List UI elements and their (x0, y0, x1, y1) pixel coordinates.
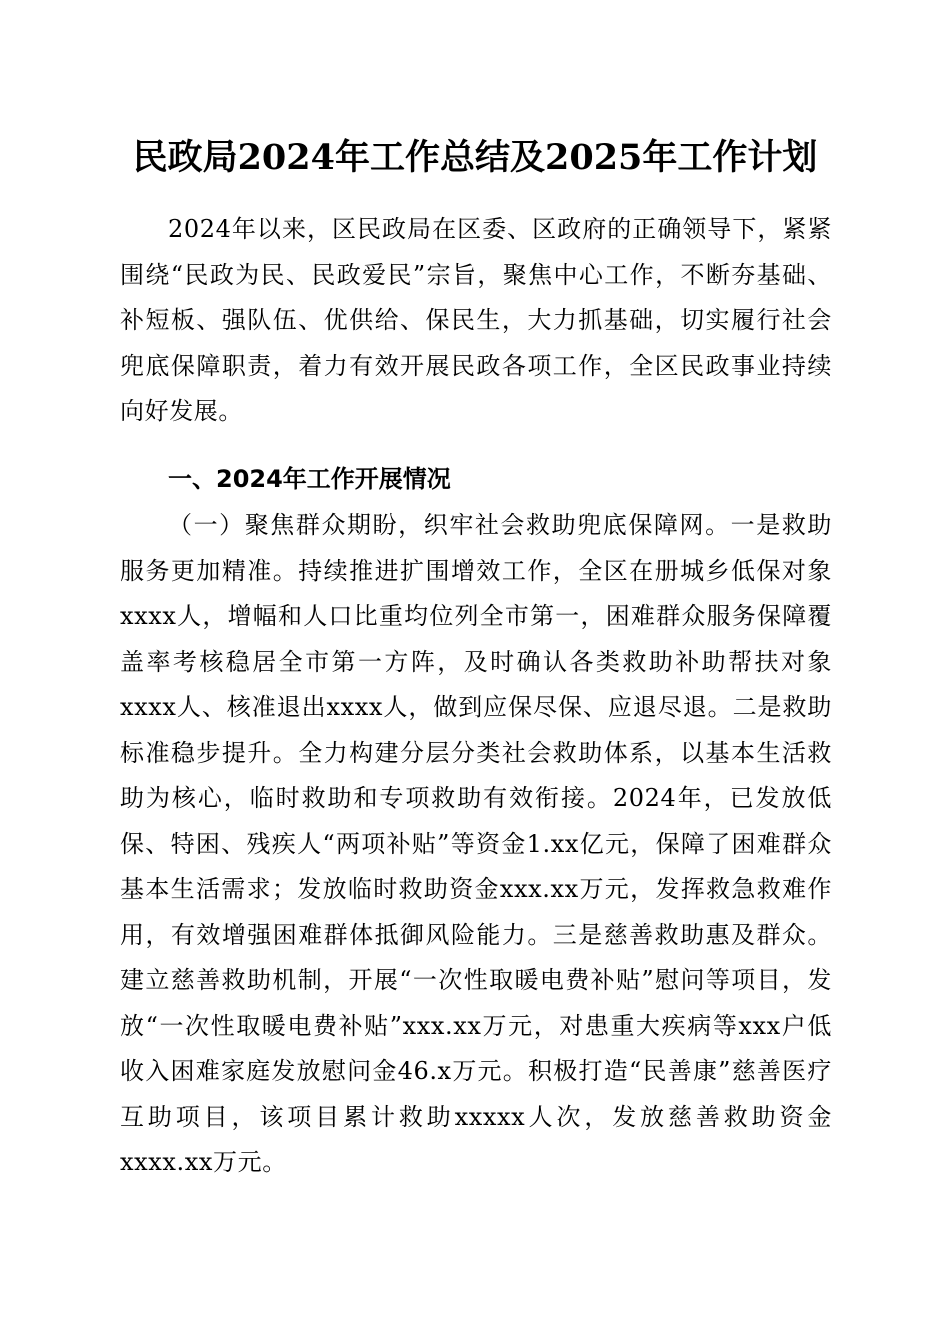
subsection-heading: （一）聚焦群众期盼，织牢社会救助兜底保障网。 (168, 511, 731, 539)
section-heading: 一、2024年工作开展情况 (168, 465, 451, 493)
intro-paragraph: 2024年以来，区民政局在区委、区政府的正确领导下，紧紧围绕“民政为民、民政爱民”宗旨，聚焦中心工作，不断夯基础、补短板、强队伍、优供给、保民生，大力抓基础，切实履行社会兜底保障职责，着力有效开展民政各项工作，全区民政事业持续向好发展。 (120, 215, 832, 425)
subsection-paragraph (120, 503, 832, 1186)
document-title: 民政局2024年工作总结及2025年工作计划 (132, 137, 818, 178)
subsection-body: 一是救助服务更加精准。持续推进扩围增效工作，全区在册城乡低保对象xxxx人，增幅和人口比重均位列全市第一，困难群众服务保障覆盖率考核稳居全市第一方阵，及时确认各类救助补助帮扶对象xxxx人、核准退出xxxx人，做到应保尽保、应退尽退。二是救助标准稳步提升。全力构建分层分类社会救助体系，以基本生活救助为核心，临时救助和专项救助有效衔接。2024年，已发放低保、特困、残疾人“两项补贴”等资金1.xx亿元，保障了困难群众基本生活需求；发放临时救助资金xxx.xx万元，发挥救急救难作用，有效增强困难群体抵御风险能力。三是慈善救助惠及群众。建立慈善救助机制，开展“一次性取暖电费补贴”慰问等项目，发放“一次性取暖电费补贴”xxx.xx万元，对患重大疾病等xxx户低收入困难家庭发放慰问金46.x万元。积极打造“民善康”慈善医疗互助项目，该项目累计救助xxxxx人次，发放慈善救助资金xxxx.xx万元。 (120, 511, 832, 1176)
